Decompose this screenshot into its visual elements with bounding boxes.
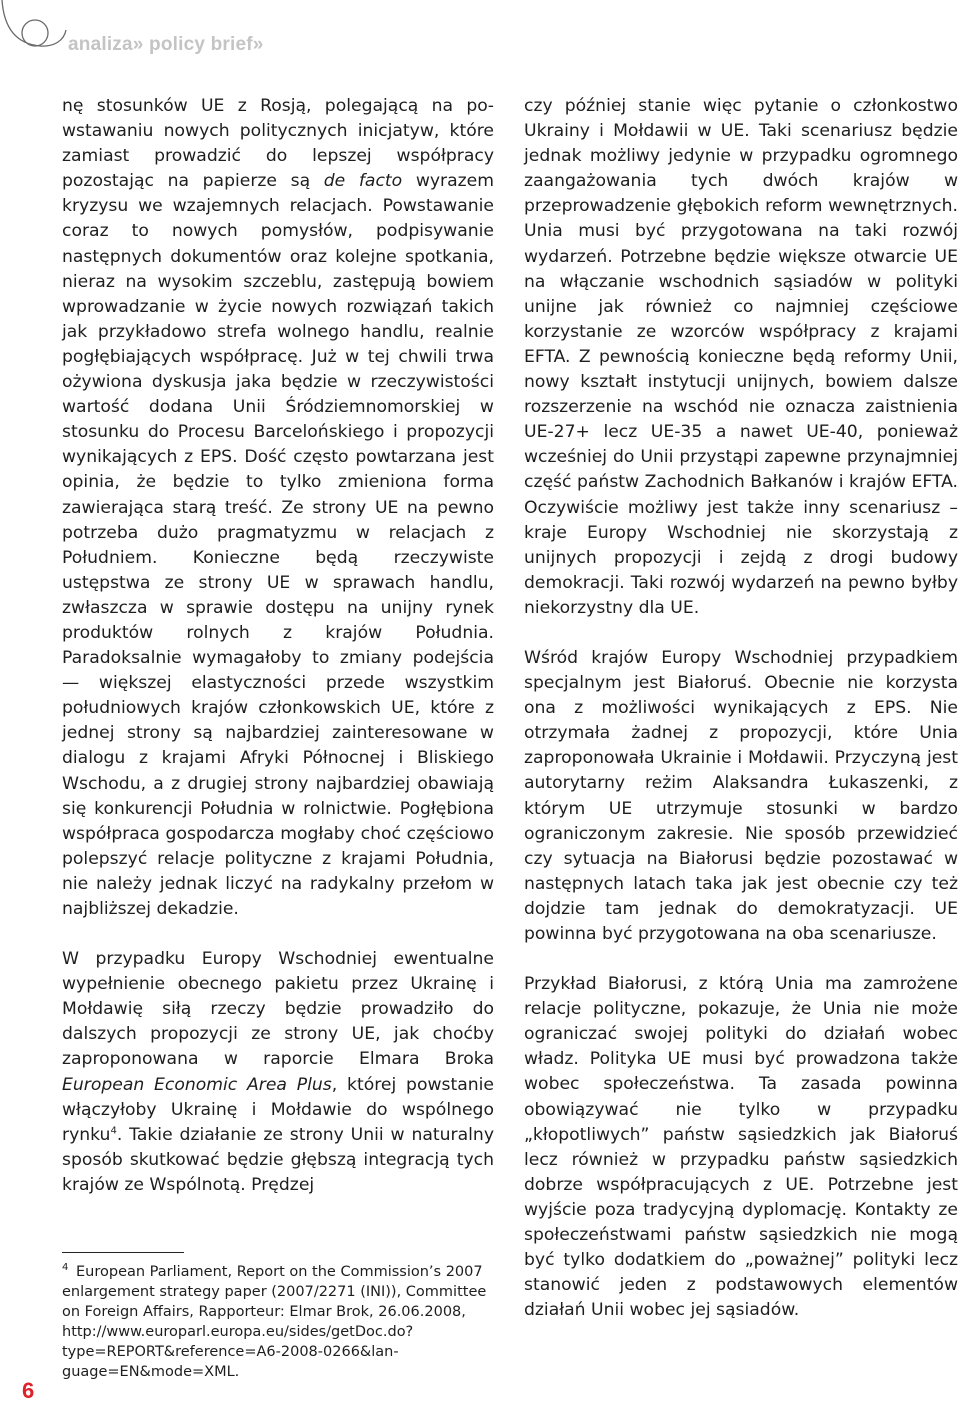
paragraph: nę stosunków UE z Rosją, polegającą na powstawaniu nowych politycznych inicjatyw, które zamiast prowadzić do lepszej współpracy pozostając na papierze są de facto wyrazem kryzysu we wzajemnych relacjach. Powstawanie coraz to nowych pomysłów, podpisywanie następnych dokumentów oraz kolejne spotkania, nieraz na wysokim szczeblu, zastępują bowiem wprowadzanie w życie nowych rozwiązań takich jak przykładowo strefa wolnego handlu, realnie pogłębiających współpracę. Już w tej chwili trwa ożywiona dyskusja jaka będzie w rzeczywistości wartość dodana Unii Śródziemnomorskiej w stosunku do Procesu Barcelońskiego i propozycji wynikających z EPS. Dość często powtarzana jest opinia, że będzie to tylko zmieniona forma zawierająca starą treść. Ze strony UE na pewno potrzeba dużo pragmatyzmu w relacjach z Południem. Konieczne będą rzeczywiste ustępstwa ze strony UE w sprawach handlu, zwłaszcza w sprawie dostępu na unijny rynek produktów rolnych z krajów Południa. Paradoksalnie wymagałoby to zmiany podejścia — większej elastyczności przede wszystkim południowych krajów członkowskich UE, które z jednej strony są najbardziej zainteresowane w dialogu z krajami Afryki Północnej i Bliskiego Wschodu, a z drugiej strony najbardziej obawiają się konkurencji Południa w rolnictwie. Pogłębiona współpraca gospodarcza mogłaby choć częściowo polepszyć relacje polityczne z krajami Południa, nie należy jednak liczyć na radykalny przełom w najbliższej dekadzie. xyxy=(62,96,494,919)
header-curve-decoration xyxy=(0,0,70,60)
page-number: 6 xyxy=(22,1378,35,1403)
paragraph: Wśród krajów Europy Wschodniej przypadkiem specjalnym jest Białoruś. Obecnie nie korzysta ona z możliwości wynikających z EPS. Nie otrzymała żadnej z propozycji, które Unia zaproponowała Ukrainie i Mołdawii. Przyczyną jest autorytarny reżim Alaksandra Łukaszenki, z którym UE utrzymuje stosunki w bardzo ograniczonym zakresie. Nie sposób przewidzieć czy sytuacja na Białorusi będzie pozostawać w następnych latach taka jak jest obecnie czy też dojdzie tam jednak do demokratyzacji. UE powinna być przygotowana na oba scenariusze. xyxy=(524,647,958,944)
footnote-text: European Parliament, Report on the Commission’s 2007 enlargement strategy paper (2007/2271 (INI)), Committee on Foreign Affairs, Rapporteur: Elmar Brok, 26.06.2008, http://www.europarl.europa.eu/sides/getDoc.do?type=REPORT&reference=A6-2008-0266&language=EN&mode=XML. xyxy=(62,1264,487,1380)
footnote-divider xyxy=(62,1252,184,1253)
paragraph: Przykład Białorusi, z którą Unia ma zamrożene relacje polityczne, pokazuje, że Unia nie może ograniczać swojej polityki do działań wobec władz. Polityka UE musi być prowadzona także wobec społeczeństwa. Ta zasada powinna obowiązywać nie tylko w przypadku „kłopotliwych” państw sąsiedzkich jak Białoruś lecz również w przypadku państw sąsiedzkich dobrze współpracujących z UE. Potrzebne jest wyjście poza tradycyjną dyplomację. Kontakty ze społeczeństwami państw sąsiedzkich nie mogą być tylko dodatkiem do „poważnej” polityki lecz stanowić jeden z podstawowych elementów działań Unii wobec jej sąsiadów. xyxy=(524,974,958,1321)
paragraph: W przypadku Europy Wschodniej ewentualne wypełnienie obecnego pakietu przez Ukrainę i Mołdawię siłą rzeczy będzie prowadziło do dalszych propozycji ze strony UE, jak choćby zaproponowana w raporcie Elmara Broka European Economic Area Plus, której powstanie włączyłoby Ukrainę i Mołdawie do wspólnego rynku$^4$. Takie działanie ze strony Unii w naturalny sposób skutkować będzie głębszą integracją tych krajów ze Wspólnotą. Prędzej xyxy=(62,949,494,1195)
left-column xyxy=(62,94,494,1198)
right-column xyxy=(524,94,958,1323)
header-brand: analiza» policy brief» xyxy=(68,34,264,55)
footnote-reference: 4 xyxy=(110,1125,117,1137)
footnote: 4 European Parliament, Report on the Commission’s 2007 enlargement strategy paper (2007/2271 (INI)), Committee on Foreign Affairs, Rapporteur: Elmar Brok, 26.06.2008, http://www.europarl.europa.eu/sides/getDoc.do?type=REPORT&reference=A6-2008-0266&language=EN&mode=XML. xyxy=(62,1262,487,1380)
paragraph: czy później stanie więc pytanie o członkostwo Ukrainy i Mołdawii w UE. Taki scenariusz będzie jednak możliwy jedynie w przypadku ogromnego zaangażowania tych dwóch krajów w przeprowadzenie głębokich reform wewnętrznych. Unia musi być przygotowana na taki rozwój wydarzeń. Potrzebne będzie większe otwarcie UE na włączanie wschodnich sąsiadów w polityki unijne jak również co najmniej częściowe korzystanie ze wzorców współpracy z krajami EFTA. Z pewnością konieczne będą reformy Unii, nowy kształt instytucji unijnych, bowiem dalsze rozszerzenie na wschód nie oznacza zaistnienia UE-27+ lecz UE-35 a nawet UE-40, ponieważ wcześniej do Unii przystąpi zapewne przynajmniej część państw Zachodnich Bałkanów i krajów EFTA. Oczywiście możliwy jest także inny scenariusz – kraje Europy Wschodniej nie skorzystają z unijnych propozycji i zejdą z drogi budowy demokracji. Taki rozwój wydarzeń na pewno byłby niekorzystny dla UE. xyxy=(524,96,958,618)
